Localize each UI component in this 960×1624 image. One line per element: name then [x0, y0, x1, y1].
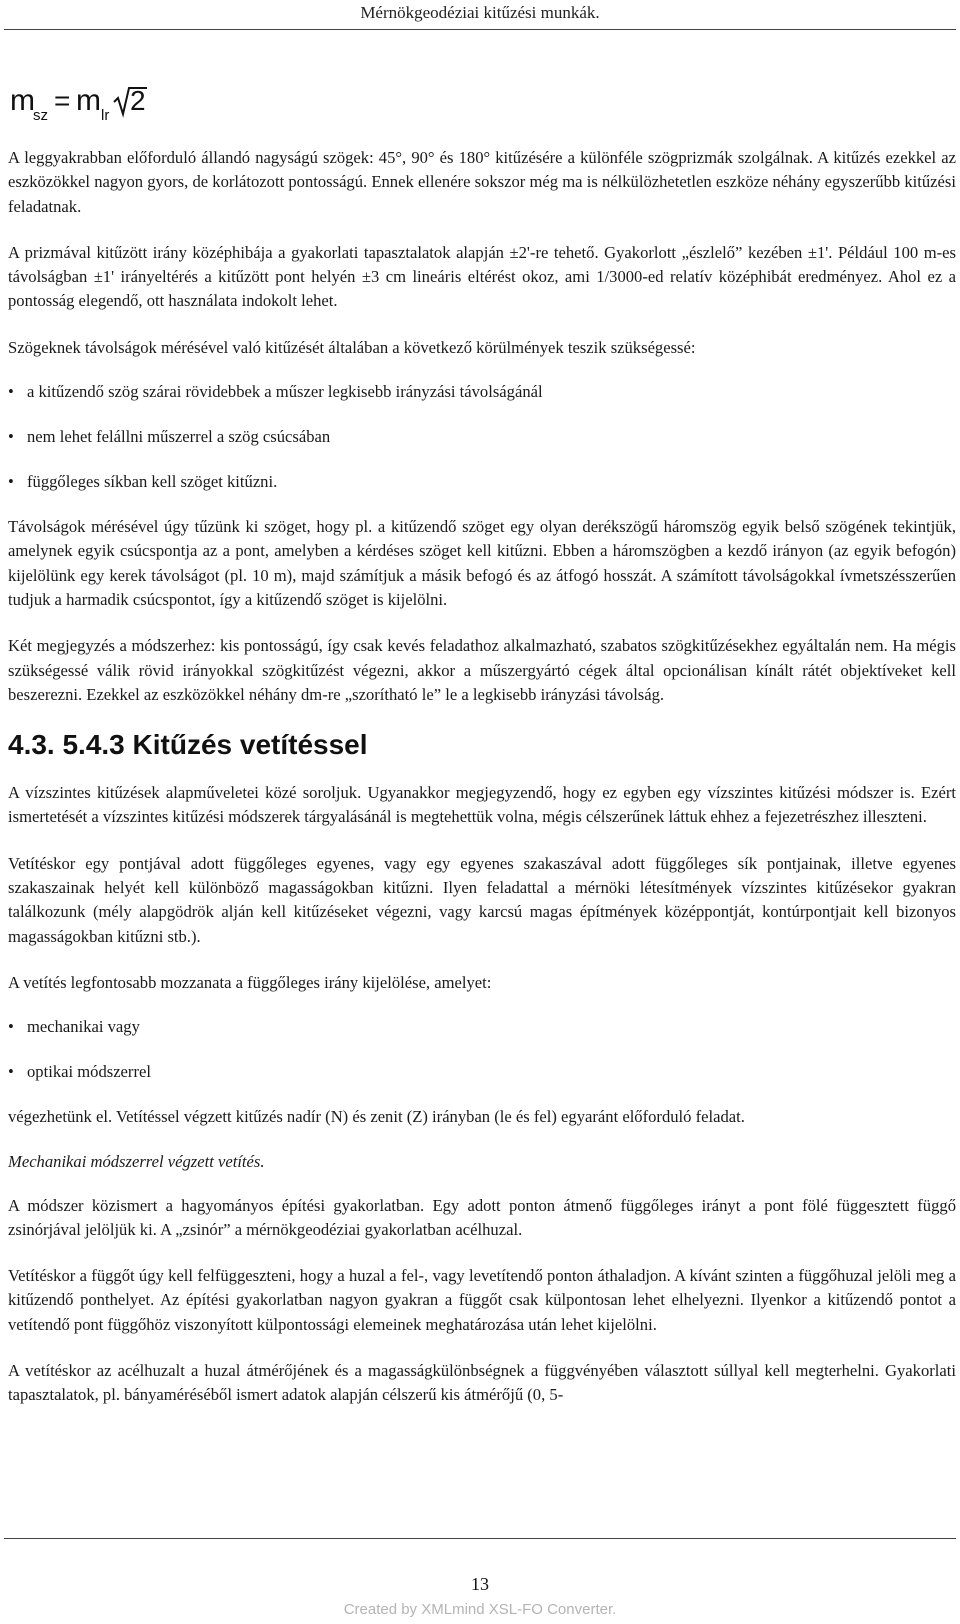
list-item-text: függőleges síkban kell szöget kitűzni. — [27, 472, 278, 492]
list-item — [8, 425, 956, 449]
bullet-icon: • — [8, 1062, 14, 1082]
paragraph: A prizmával kitűzött irány középhibája a gyakorlati tapasztalatok alapján ±2'-re tehető. Gyakorlott „észlelő” kezében ±1'. Például 100 m-es távolságban ±1' irányeltérés a kitűzött pont helyén ±3 cm lineáris eltérést okoz, ami 1/3000-ed relatív középhibát eredményez. Ahol ez a pontosság elegendő, ott használata indokolt lehet. — [8, 242, 956, 311]
main-content — [8, 146, 956, 1430]
generator-note: Created by XMLmind XSL-FO Converter. — [343, 1601, 617, 1618]
running-header: Mérnökgeodéziai kitűzési munkák. — [360, 3, 600, 22]
paragraph: végezhetünk el. Vetítéssel végzett kitűzés nadír (N) és zenit (Z) irányban (le és fel) egyaránt előforduló feladat. — [8, 1107, 745, 1127]
formula-rhs: m — [76, 84, 101, 117]
bullet-icon: • — [8, 472, 14, 492]
bullet-icon: • — [8, 427, 14, 447]
formula-radicand: 2 — [130, 85, 146, 116]
paragraph: A vetítés legfontosabb mozzanata a függőleges irány kijelölése, amelyet: — [8, 972, 492, 992]
formula-msz-equals-mlr-sqrt2 — [10, 84, 210, 132]
list-item-text: nem lehet felállni műszerrel a szög csúcsában — [27, 427, 331, 447]
page-number: 13 — [471, 1574, 489, 1594]
list-item-text: optikai módszerrel — [27, 1062, 151, 1082]
paragraph: Vetítéskor egy pontjával adott függőleges egyenes, vagy egy egyenes szakaszával adott függőleges sík pontjainak, illetve egyenes szakaszainak helyét kell különböző magasságokban kitűzni. Ilyen feladattal a mérnöki létesítmények vízszintes kitűzésekor gyakran találkozunk (mély alapgödrök alján kell kitűzéseket végezni, vagy karcsú magas építmények középpontját, kontúrpontjait kell bizonyos magasságokban kitűzni stb.). — [8, 853, 956, 946]
paragraph: Vetítéskor a függőt úgy kell felfüggeszteni, hogy a huzal a fel-, vagy levetítendő ponton áthaladjon. A kívánt szinten a függőhuzal jelöli meg a kitűzendő ponthelyet. Az építési gyakorlatban nagyon gyakran a függőt csak külpontosan lehet elhelyezni. Ilyenkor a kitűzendő pontot a vetítendő pont függőhöz viszonyított külpontossági elemeinek meghatározása után lehet kijelölni. — [8, 1266, 956, 1334]
formula-lhs-sub: sz — [33, 107, 48, 124]
paragraph: Szögeknek távolságok mérésével való kitűzését általában a következő körülmények teszik szükségessé: — [8, 337, 696, 357]
list-item — [8, 1060, 956, 1084]
list-item-text: a kitűzendő szög szárai rövidebbek a műszer legkisebb irányzási távolságánál — [27, 382, 543, 402]
list-item — [8, 380, 956, 404]
section-heading: 4.3. 5.4.3 Kitűzés vetítéssel — [8, 729, 368, 761]
paragraph: Távolságok mérésével úgy tűzünk ki szöget, hogy pl. a kitűzendő szöget egy olyan derékszögű háromszög egyik belső szögének tekintjük, amelynek egyik csúcspontja az a pont, amelyben a kérdéses szöget kell kitűzni. Ebben a háromszögben a kezdő irányon (az egyik befogón) kijelölünk egy kerek távolságot (pl. 10 m), majd számítjuk a másik befogó és az átfogó hosszát. A számított távolságokkal ívmetszésszerűen tudjuk a harmadik csúcspontot, így a kitűzendő szöget is kijelölni. — [8, 517, 956, 609]
footer-rule — [4, 1538, 956, 1539]
italic-subheading: Mechanikai módszerrel végzett vetítés. — [8, 1151, 265, 1171]
paragraph: Két megjegyzés a módszerhez: kis pontosságú, így csak kevés feladathoz alkalmazható, szabatos szögkitűzésekhez egyáltalán nem. Ha mégis szükségessé válik rövid irányokkal szögkitűzést végezni, akkor a műszergyártó cégek által opcionálisan kínált rátét objektíveket kell beszerezni. Ezekkel az eszközökkel néhány dm-re „szorítható le” le a legkisebb irányzási távolság. — [8, 636, 956, 704]
formula-eq: = — [54, 85, 71, 116]
paragraph: A leggyakrabban előforduló állandó nagyságú szögek: 45°, 90° és 180° kitűzésére a különféle szögprizmák szolgálnak. A kitűzés ezekkel az eszközökkel nagyon gyors, de korlátozott pontosságú. Ennek ellenére sokszor még ma is nélkülözhetetlen eszköze néhány egyszerűbb kitűzési feladatnak. — [8, 148, 956, 216]
paragraph: A módszer közismert a hagyományos építési gyakorlatban. Egy adott ponton átmenő függőleges irányt a pont fölé függesztett függő zsinórjával jelöljük ki. A „zsinór” a mérnökgeodéziai gyakorlatban acélhuzal. — [8, 1195, 956, 1239]
list-item — [8, 470, 956, 494]
paragraph: A vízszintes kitűzések alapműveletei közé soroljuk. Ugyanakkor megjegyzendő, hogy ez egyben egy vízszintes kitűzési módszer is. Ezért ismertetését a vízszintes kitűzési módszerek tárgyalásánál is megtehettük volna, mégis célszerűnek láttuk ehhez a fejezetrészhez illeszteni. — [8, 783, 956, 827]
paragraph: A vetítéskor az acélhuzalt a huzal átmérőjének és a magasságkülönbségnek a függvényében választott súllyal kell megterhelni. Gyakorlati tapasztalatok, pl. bányaméréséből ismert adatok alapján célszerű kis átmérőjű (0, 5- — [8, 1361, 956, 1405]
formula-rhs-sub: lr — [101, 107, 110, 124]
list-item-text: mechanikai vagy — [27, 1017, 140, 1037]
formula-lhs: m — [10, 84, 35, 117]
header-rule — [4, 29, 956, 30]
bullet-icon: • — [8, 382, 14, 402]
bullet-icon: • — [8, 1017, 14, 1037]
list-item — [8, 1015, 956, 1039]
